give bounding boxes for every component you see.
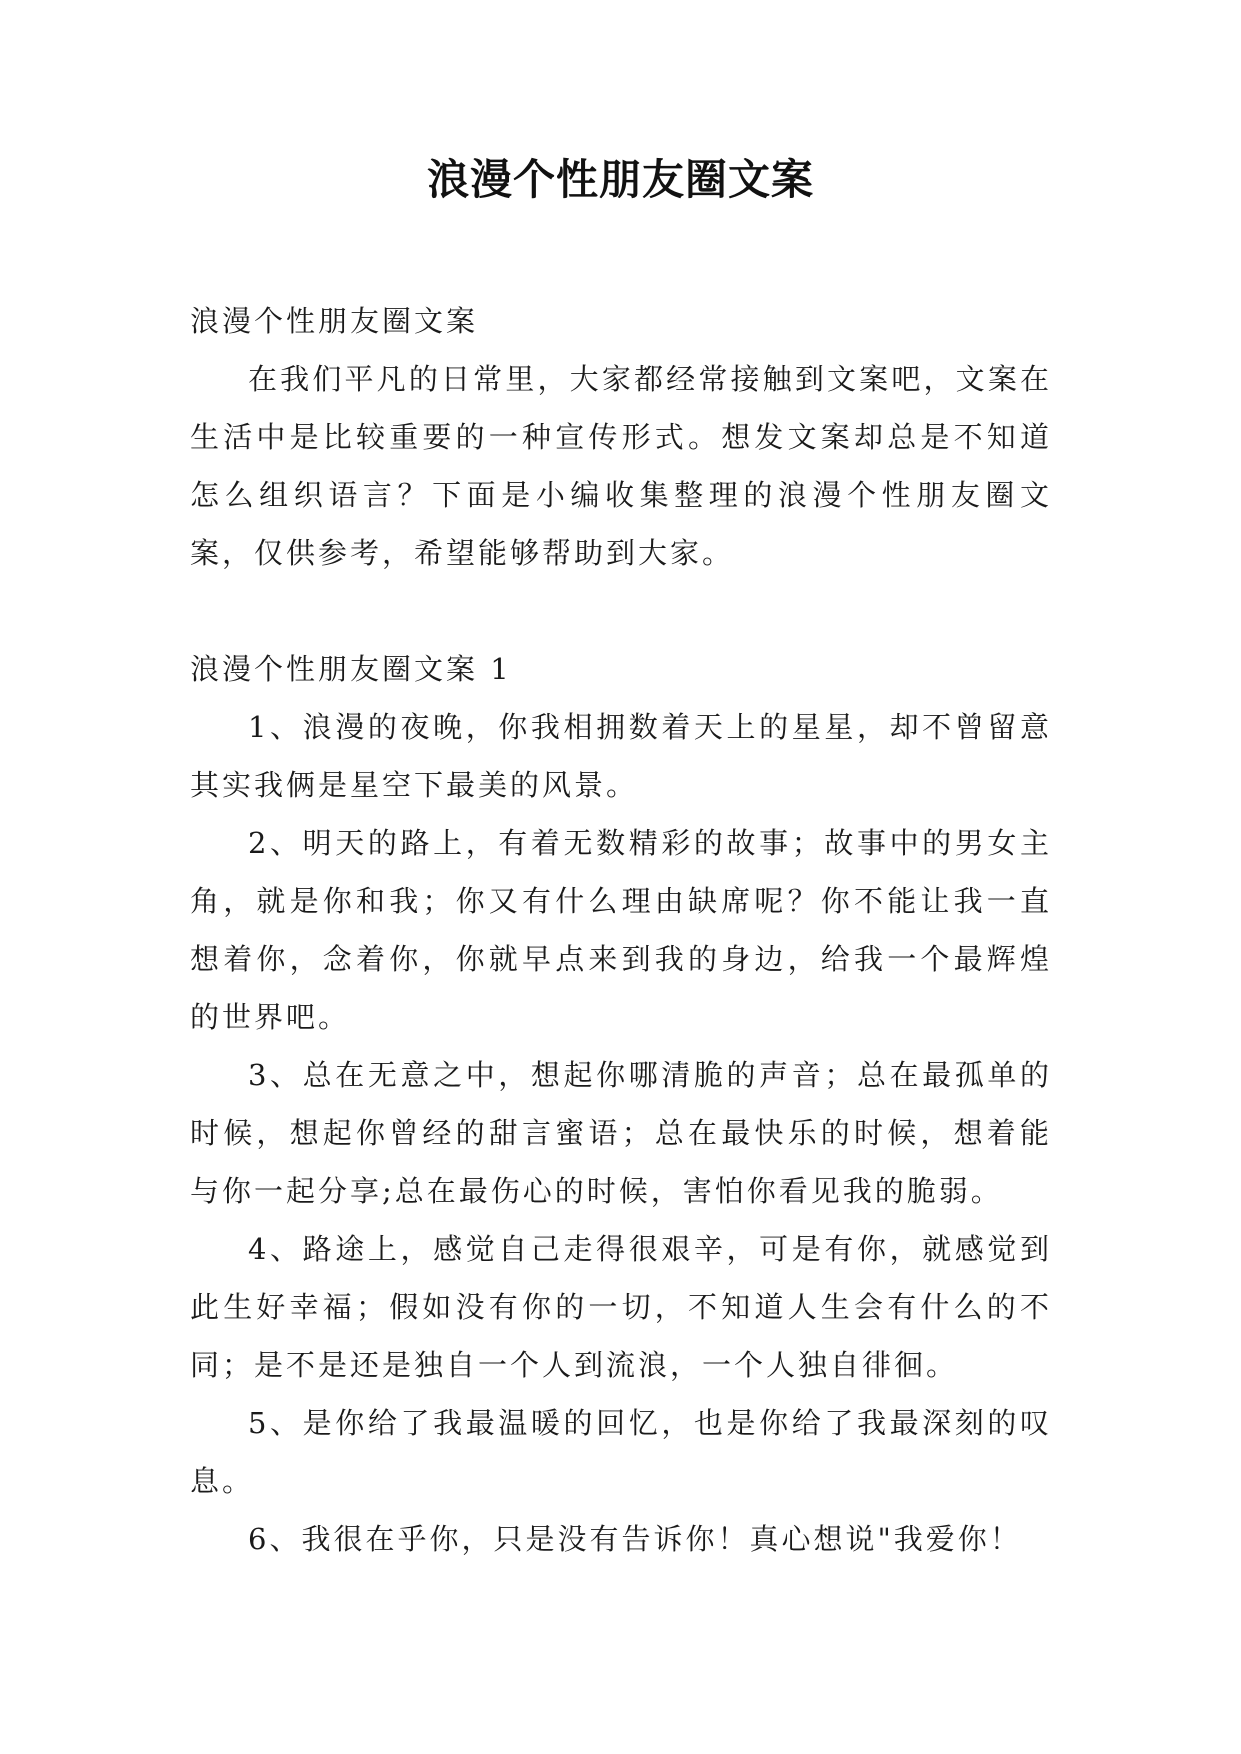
- list-item: 5、是你给了我最温暖的回忆，也是你给了我最深刻的叹息。: [190, 1406, 1052, 1498]
- document-title: 浪漫个性朋友圈文案: [426, 155, 814, 204]
- list-item: 4、路途上，感觉自己走得很艰辛，可是有你，就感觉到此生好幸福；假如没有你的一切，不知道人生会有什么的不同；是不是还是独自一个人到流浪，一个人独自徘徊。: [190, 1232, 1052, 1382]
- list-item: 2、明天的路上，有着无数精彩的故事；故事中的男女主角，就是你和我；你又有什么理由缺席呢？你不能让我一直想着你，念着你，你就早点来到我的身边，给我一个最辉煌的世界吧。: [190, 826, 1052, 1034]
- list-item: 6、我很在乎你，只是没有告诉你！真心想说"我爱你！: [248, 1522, 1022, 1556]
- section-spacer: [190, 582, 1052, 640]
- list-item: 1、浪漫的夜晚，你我相拥数着天上的星星，却不曾留意其实我俩是星空下最美的风景。: [190, 710, 1052, 802]
- section-heading: 浪漫个性朋友圈文案 1: [190, 652, 512, 686]
- intro-paragraph: 在我们平凡的日常里，大家都经常接触到文案吧，文案在生活中是比较重要的一种宣传形式。想发文案却总是不知道怎么组织语言？下面是小编收集整理的浪漫个性朋友圈文案，仅供参考，希望能够帮助到大家。: [190, 362, 1052, 570]
- list-item: 3、总在无意之中，想起你哪清脆的声音；总在最孤单的时候，想起你曾经的甜言蜜语；总在最快乐的时候，想着能与你一起分享;总在最伤心的时候，害怕你看见我的脆弱。: [190, 1058, 1052, 1208]
- intro-heading: 浪漫个性朋友圈文案: [190, 304, 479, 338]
- document-body: [190, 292, 1052, 1568]
